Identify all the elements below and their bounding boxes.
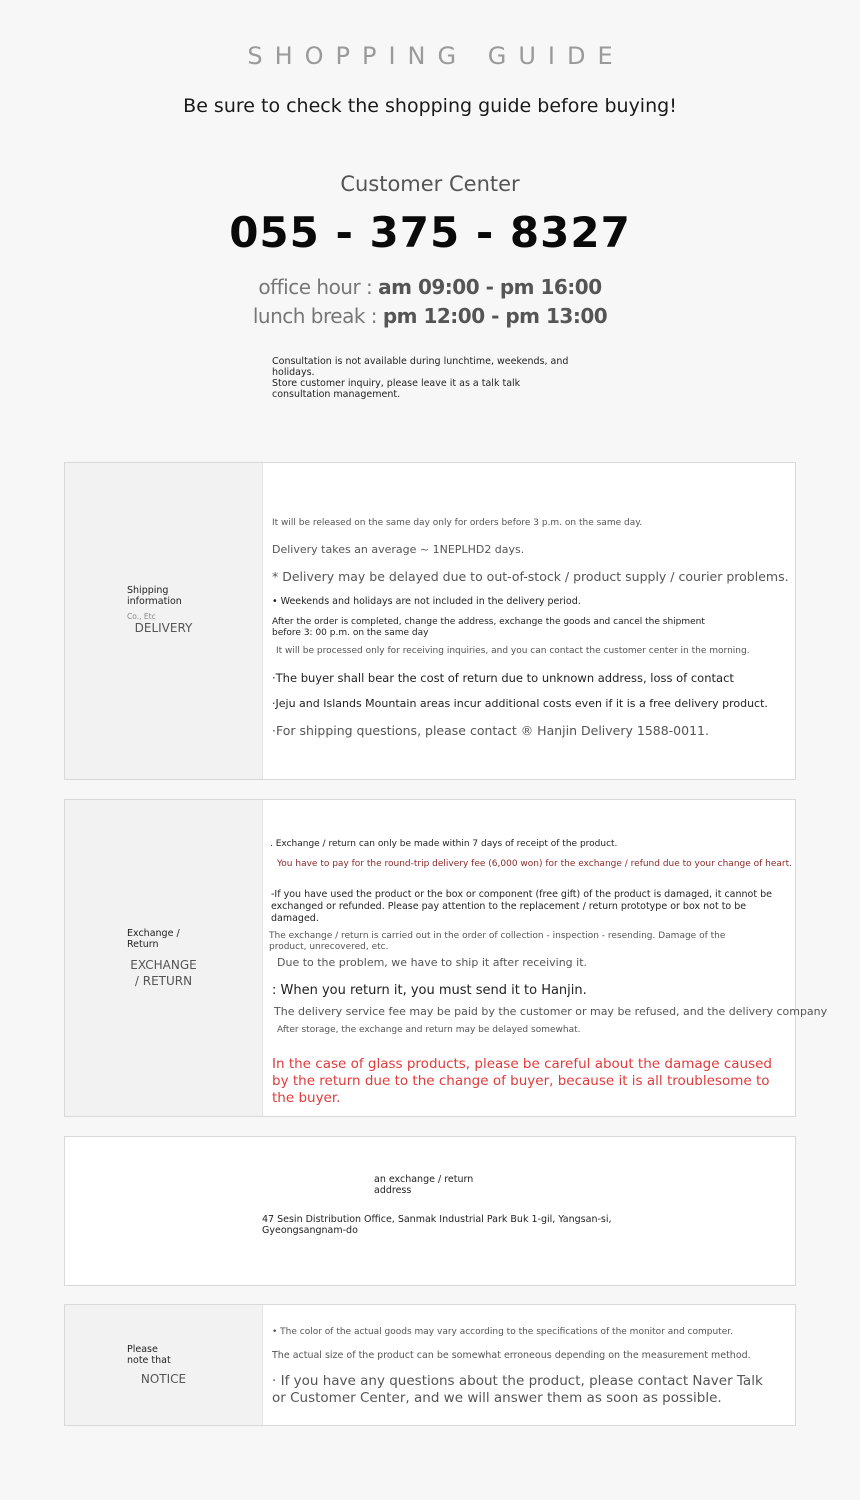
notice-line: The actual size of the product can be somewhat erroneous depending on the measurement method.: [272, 1350, 751, 1361]
delivery-line: After the order is completed, change the address, exchange the goods and cancel the shipment before 3: 00 p.m. on the same day: [272, 617, 705, 638]
consultation-note: Consultation is not available during lunchtime, weekends, and holidays.: [272, 356, 569, 378]
delivery-side-title: DELIVERY: [134, 621, 193, 635]
delivery-line: It will be released on the same day only for orders before 3 p.m. on the same day.: [272, 518, 643, 528]
notice-panel: [64, 1304, 796, 1426]
delivery-panel: [64, 462, 796, 780]
page-subtitle: Be sure to check the shopping guide before buying!: [183, 95, 677, 117]
delivery-side-label: Shipping information: [127, 585, 182, 607]
delivery-line: Delivery takes an average ~ 1NEPLHD2 days.: [272, 543, 525, 556]
delivery-side-small: Co., Etc: [127, 612, 156, 621]
exchange-side-label: Exchange / Return: [127, 928, 180, 950]
lunch-break: [0, 304, 860, 328]
notice-side: [65, 1305, 263, 1425]
exchange-line: The exchange / return is carried out in the order of collection - inspection - resending. Damage of the product, unrecovered, etc.: [269, 931, 726, 952]
office-hour-value: am 09:00 - pm 16:00: [378, 275, 602, 299]
exchange-line: You have to pay for the round-trip delivery fee (6,000 won) for the exchange / refund due to your change of heart.: [277, 859, 793, 869]
delivery-line: * Delivery may be delayed due to out-of-stock / product supply / courier problems.: [272, 569, 789, 584]
exchange-line: : When you return it, you must send it to Hanjin.: [272, 983, 587, 998]
delivery-line: It will be processed only for receiving inquiries, and you can contact the customer center in the morning.: [276, 646, 750, 656]
exchange-line: -If you have used the product or the box or component (free gift) of the product is damaged, it cannot be exchanged or refunded. Please pay attention to the replacement / return prototype or box not to be damaged.: [271, 889, 772, 924]
exchange-warning: In the case of glass products, please be careful about the damage caused by the return due to the change of buyer, because it is all troublesome to the buyer.: [272, 1056, 772, 1106]
office-hours: [0, 275, 860, 299]
office-hour-label: office hour :: [258, 275, 373, 299]
address-text: 47 Sesin Distribution Office, Sanmak Industrial Park Buk 1-gil, Yangsan-si, Gyeongsangnam-do: [262, 1214, 612, 1236]
notice-side-title: NOTICE: [140, 1372, 187, 1386]
address-label: an exchange / return address: [374, 1174, 474, 1196]
exchange-panel: [64, 799, 828, 1117]
notice-line: • The color of the actual goods may vary according to the specifications of the monitor and computer.: [272, 1327, 733, 1337]
lunch-break-value: pm 12:00 - pm 13:00: [382, 304, 608, 328]
customer-center-label: Customer Center: [340, 172, 520, 196]
page-title: SHOPPING GUIDE: [247, 42, 625, 70]
exchange-side-title-2: / RETURN: [134, 974, 193, 988]
delivery-line: • Weekends and holidays are not included in the delivery period.: [272, 596, 581, 607]
notice-line: · If you have any questions about the product, please contact Naver Talk or Customer Center, and we will answer them as soon as possible.: [272, 1373, 763, 1406]
exchange-side: [65, 800, 263, 1116]
customer-center-phone: 055 - 375 - 8327: [229, 208, 631, 257]
lunch-break-label: lunch break :: [252, 304, 377, 328]
exchange-line: The delivery service fee may be paid by the customer or may be refused, and the delivery company: [274, 1005, 828, 1018]
delivery-line: ·Jeju and Islands Mountain areas incur additional costs even if it is a free delivery product.: [272, 697, 768, 710]
exchange-line: Due to the problem, we have to ship it after receiving it.: [277, 956, 588, 969]
exchange-line: . Exchange / return can only be made within 7 days of receipt of the product.: [270, 839, 618, 849]
address-panel: [64, 1136, 796, 1286]
exchange-line: After storage, the exchange and return may be delayed somewhat.: [277, 1025, 581, 1035]
exchange-side-title-1: EXCHANGE: [130, 958, 197, 972]
delivery-line: ·The buyer shall bear the cost of return due to unknown address, loss of contact: [272, 671, 734, 685]
inquiry-note: Store customer inquiry, please leave it as a talk talk consultation management.: [272, 378, 521, 400]
delivery-side: [65, 463, 263, 779]
notice-side-label: Please note that: [127, 1344, 171, 1366]
delivery-line: ·For shipping questions, please contact ® Hanjin Delivery 1588-0011.: [272, 723, 709, 738]
